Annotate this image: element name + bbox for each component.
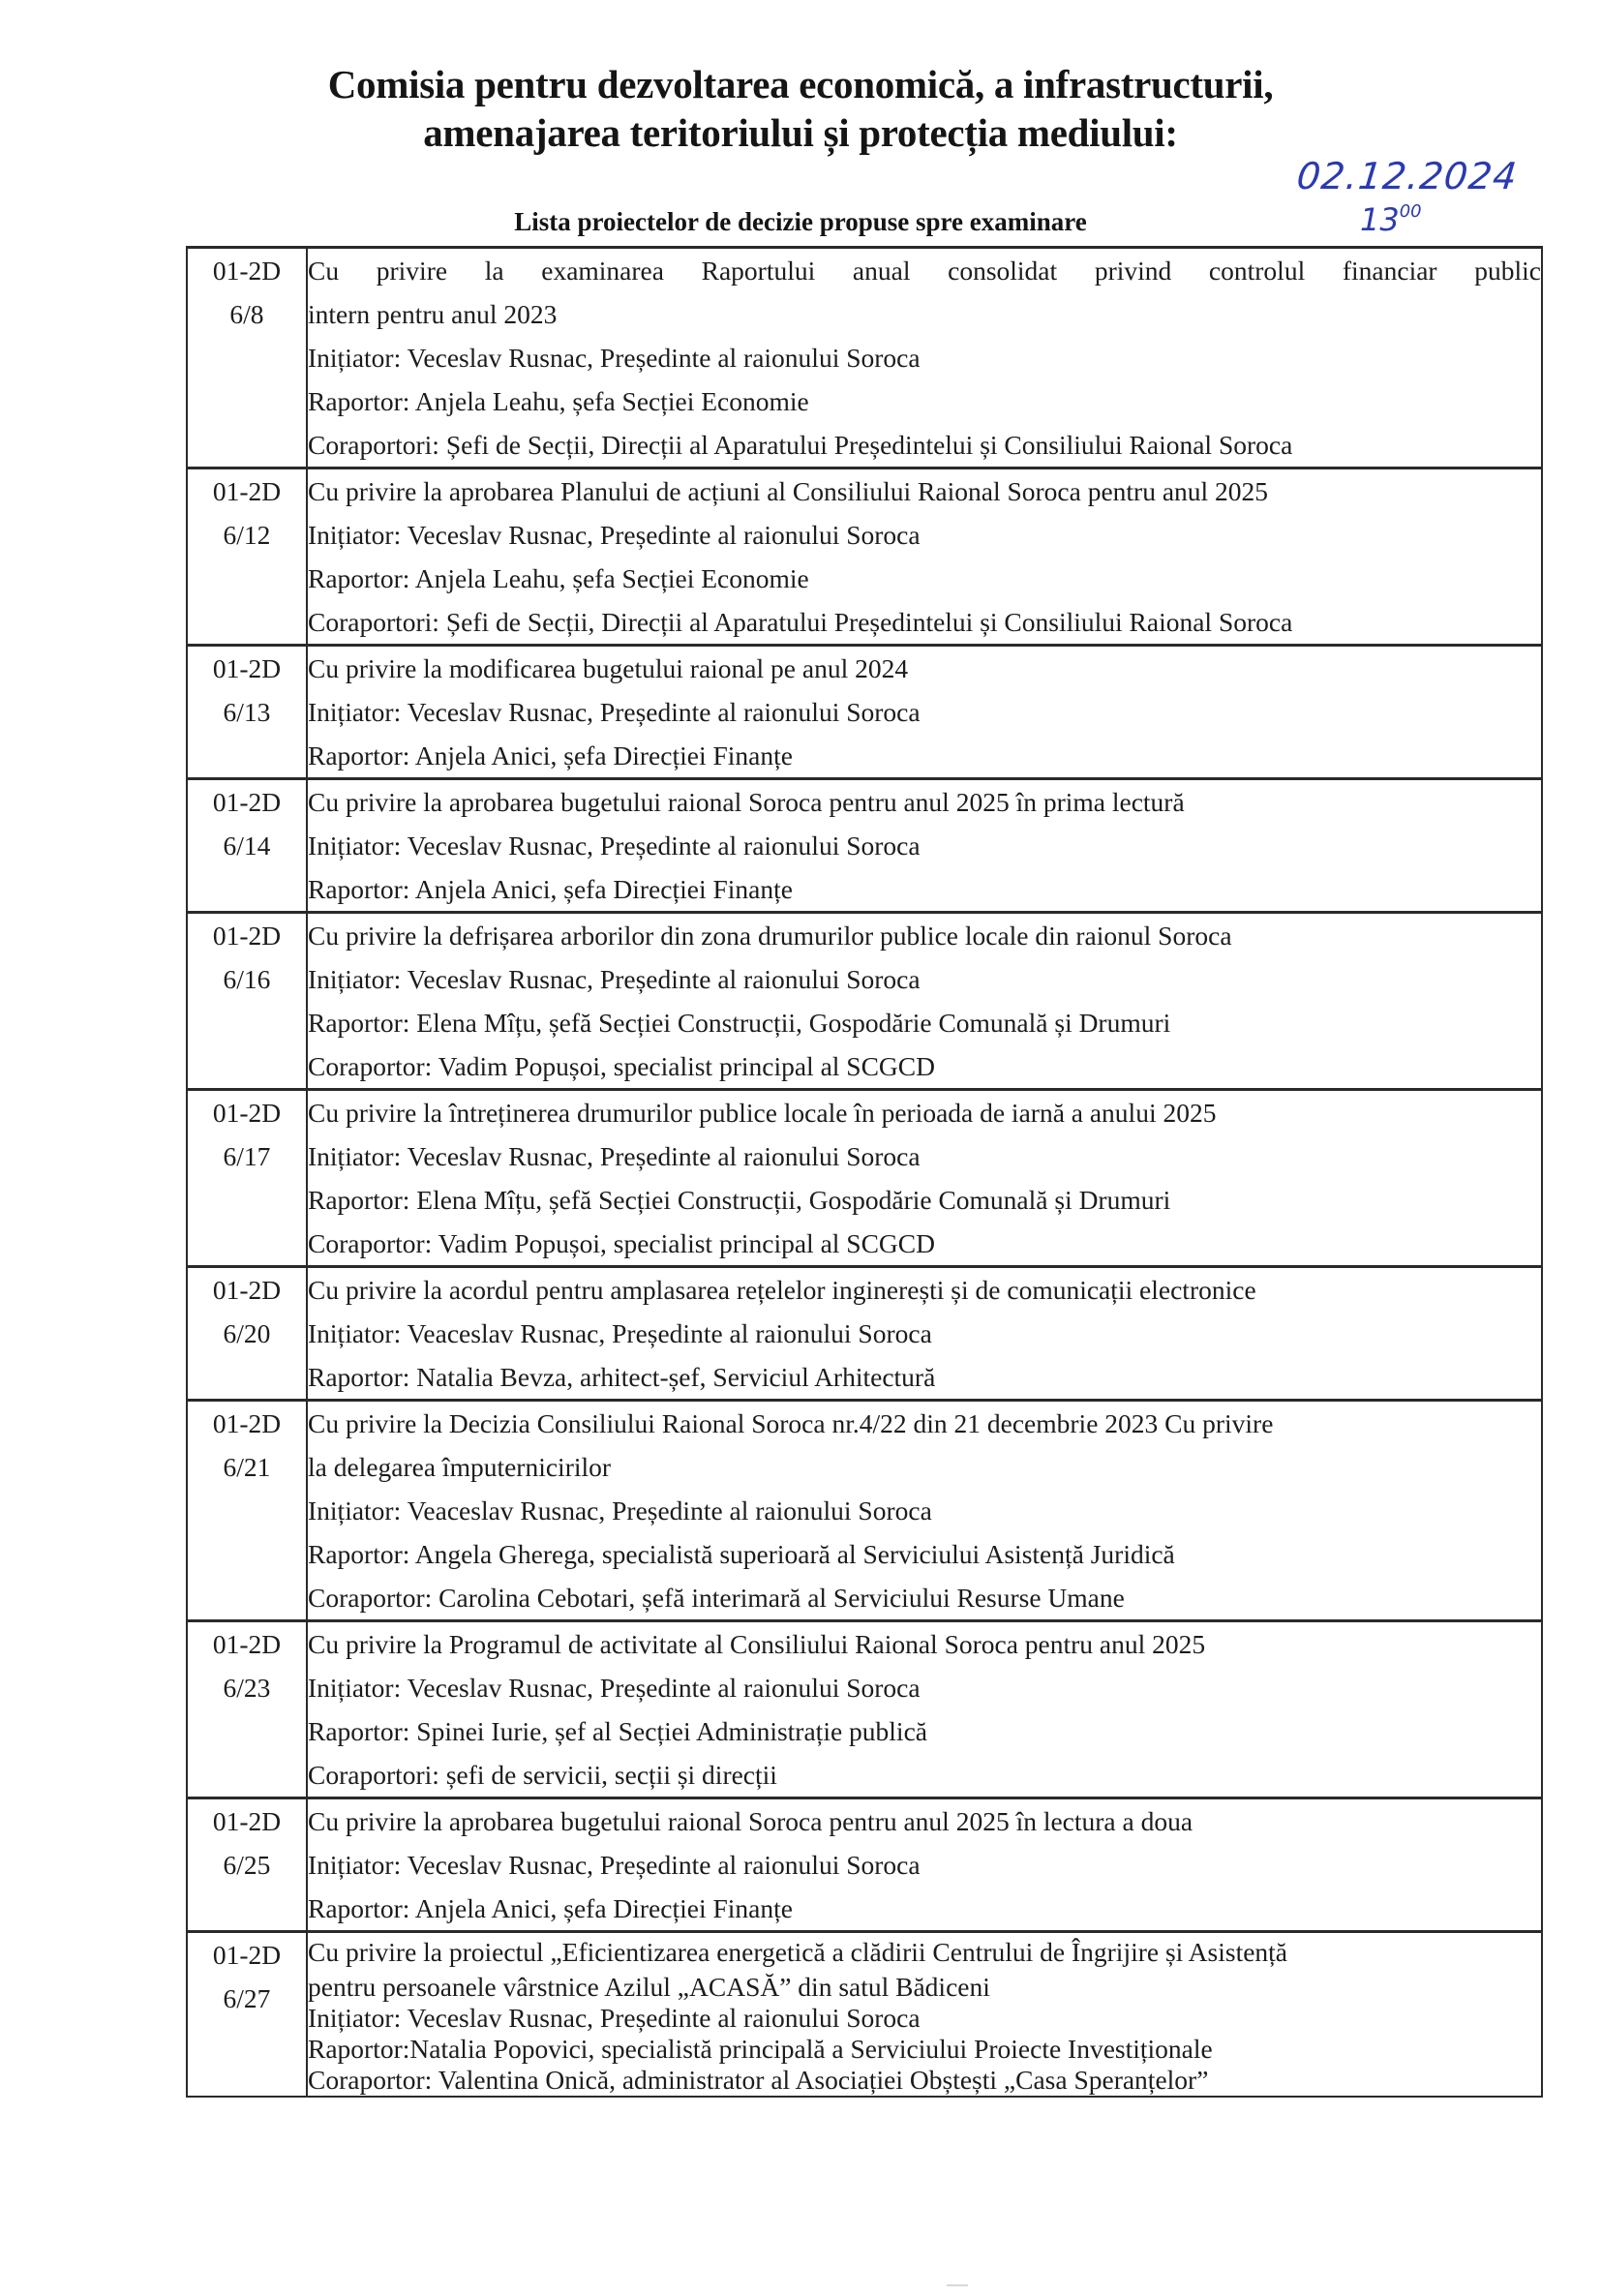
project-reporter: Raportor:Natalia Popovici, specialistă principală a Serviciului Proiecte Investiționale xyxy=(308,2034,1213,2064)
project-subject: Cu privire la defrișarea arborilor din zona drumurilor publice locale din raionul Soroca xyxy=(308,921,1232,951)
project-row xyxy=(187,1932,1542,2098)
project-number: 6/12 xyxy=(223,520,271,550)
project-code-cell xyxy=(187,1090,307,1267)
project-reporter: Raportor: Elena Mîțu, șefă Secției Construcții, Gospodărie Comunală și Drumuri xyxy=(308,1185,1171,1215)
project-code: 01-2D xyxy=(212,1629,282,1659)
project-description-cell xyxy=(307,779,1542,913)
project-code-cell xyxy=(187,646,307,779)
project-reporter: Raportor: Angela Gherega, specialistă superioară al Serviciului Asistență Juridică xyxy=(308,1539,1175,1569)
project-coreporter: Coraportori: Șefi de Secții, Direcții al Aparatului Președintelui și Consiliului Raional Soroca xyxy=(308,607,1293,637)
project-code: 01-2D xyxy=(212,256,282,286)
project-subject: Cu privire la Decizia Consiliului Raional Soroca nr.4/22 din 21 decembrie 2023 Cu privire xyxy=(308,1408,1274,1438)
project-code: 01-2D xyxy=(212,1940,282,1970)
project-subject: Cu privire la modificarea bugetului raional pe anul 2024 xyxy=(308,653,909,683)
project-number: 6/13 xyxy=(223,697,271,727)
project-code-cell xyxy=(187,248,307,468)
projects-table xyxy=(186,246,1543,2098)
project-subject: Cu privire la acordul pentru amplasarea rețelelor inginerești și de comunicații electronice xyxy=(308,1275,1256,1305)
project-code-cell xyxy=(187,1267,307,1401)
project-reporter: Raportor: Natalia Bevza, arhitect-șef, Serviciul Arhitectură xyxy=(308,1362,936,1392)
handwritten-time-hour: 13 xyxy=(1360,201,1400,238)
project-description-cell xyxy=(307,646,1542,779)
project-description-cell xyxy=(307,248,1542,468)
title-line-2: amenajarea teritoriului și protecția mediului: xyxy=(423,110,1178,155)
project-initiator: Inițiator: Veceslav Rusnac, Președinte al raionului Soroca xyxy=(308,697,921,727)
project-description-cell xyxy=(307,1401,1542,1621)
projects-table-body xyxy=(187,248,1542,2098)
project-reporter: Raportor: Spinei Iurie, șef al Secției Administrație publică xyxy=(308,1716,927,1746)
project-row xyxy=(187,1090,1542,1267)
project-initiator: Inițiator: Veceslav Rusnac, Președinte al raionului Soroca xyxy=(308,1673,921,1703)
project-row xyxy=(187,779,1542,913)
project-row xyxy=(187,1621,1542,1798)
project-code: 01-2D xyxy=(212,1806,282,1836)
title-line-1: Comisia pentru dezvoltarea economică, a infrastructurii, xyxy=(327,62,1274,106)
project-subject: Cu privire la Programul de activitate al Consiliului Raional Soroca pentru anul 2025 xyxy=(308,1629,1206,1659)
project-code-cell xyxy=(187,1932,307,2098)
list-subtitle: Lista proiectelor de decizie propuse spre examinare xyxy=(514,207,1087,236)
project-reporter: Raportor: Anjela Leahu, șefa Secției Economie xyxy=(308,563,809,593)
project-subject-cont: pentru persoanele vârstnice Azilul „ACASĂ” din satul Bădiceni xyxy=(308,1972,990,2002)
project-row xyxy=(187,1267,1542,1401)
project-subject: Cu privire la examinarea Raportului anual consolidat privind controlul financiar public xyxy=(308,256,1541,286)
project-row xyxy=(187,1798,1542,1932)
project-subject: Cu privire la aprobarea bugetului raional Soroca pentru anul 2025 în prima lectură xyxy=(308,787,1185,817)
project-subject-cont: intern pentru anul 2023 xyxy=(308,299,558,329)
project-code: 01-2D xyxy=(212,653,282,683)
project-initiator: Inițiator: Veceslav Rusnac, Președinte al raionului Soroca xyxy=(308,964,921,994)
project-subject: Cu privire la aprobarea bugetului raional Soroca pentru anul 2025 în lectura a doua xyxy=(308,1806,1193,1836)
project-code: 01-2D xyxy=(212,1098,282,1128)
project-code-cell xyxy=(187,779,307,913)
handwritten-date: 02.12.2024 xyxy=(1294,155,1520,197)
project-coreporter: Coraportor: Vadim Popușoi, specialist principal al SCGCD xyxy=(308,1228,935,1258)
project-number: 6/25 xyxy=(223,1850,271,1880)
project-coreporter: Coraportori: șefi de servicii, secții și direcții xyxy=(308,1760,777,1790)
project-reporter: Raportor: Anjela Anici, șefa Direcției Finanțe xyxy=(308,874,793,904)
project-description-cell xyxy=(307,1267,1542,1401)
project-number: 6/27 xyxy=(223,1983,271,2013)
project-code: 01-2D xyxy=(212,787,282,817)
project-code-cell xyxy=(187,468,307,646)
handwritten-time-minutes: 00 xyxy=(1399,201,1422,222)
project-number: 6/21 xyxy=(223,1452,271,1482)
project-initiator: Inițiator: Veceslav Rusnac, Președinte al raionului Soroca xyxy=(308,831,921,861)
project-initiator: Inițiator: Veaceslav Rusnac, Președinte al raionului Soroca xyxy=(308,1495,932,1526)
project-row xyxy=(187,248,1542,468)
project-code-cell xyxy=(187,1621,307,1798)
project-initiator: Inițiator: Veceslav Rusnac, Președinte al raionului Soroca xyxy=(308,1850,921,1880)
project-code-cell xyxy=(187,1798,307,1932)
project-reporter: Raportor: Anjela Anici, șefa Direcției Finanțe xyxy=(308,1893,793,1923)
project-subject: Cu privire la proiectul „Eficientizarea energetică a clădirii Centrului de Îngrijire și Asistență xyxy=(308,1937,1288,1967)
document-title xyxy=(0,60,1601,157)
project-coreporter: Coraportor: Vadim Popușoi, specialist principal al SCGCD xyxy=(308,1051,935,1081)
project-initiator: Inițiator: Veaceslav Rusnac, Președinte al raionului Soroca xyxy=(308,1318,932,1348)
project-subject-cont: la delegarea împuternicirilor xyxy=(308,1452,612,1482)
project-coreporter: Coraportor: Valentina Onică, administrator al Asociației Obștești „Casa Speranțelor” xyxy=(308,2065,1209,2095)
project-reporter: Raportor: Anjela Leahu, șefa Secției Economie xyxy=(308,386,809,416)
project-number: 6/17 xyxy=(223,1141,271,1171)
project-code: 01-2D xyxy=(212,921,282,951)
project-coreporter: Coraportor: Carolina Cebotari, șefă interimară al Serviciului Resurse Umane xyxy=(308,1583,1125,1613)
project-code-cell xyxy=(187,1401,307,1621)
project-row xyxy=(187,913,1542,1090)
project-row xyxy=(187,468,1542,646)
project-description-cell xyxy=(307,1090,1542,1267)
project-initiator: Inițiator: Veceslav Rusnac, Președinte al raionului Soroca xyxy=(308,2003,921,2033)
project-initiator: Inițiator: Veceslav Rusnac, Președinte al raionului Soroca xyxy=(308,1141,921,1171)
project-number: 6/20 xyxy=(223,1318,271,1348)
project-description-cell xyxy=(307,468,1542,646)
project-row xyxy=(187,1401,1542,1621)
project-code-cell xyxy=(187,913,307,1090)
project-subject: Cu privire la întreținerea drumurilor publice locale în perioada de iarnă a anului 2025 xyxy=(308,1098,1217,1128)
project-initiator: Inițiator: Veceslav Rusnac, Președinte al raionului Soroca xyxy=(308,520,921,550)
project-code: 01-2D xyxy=(212,1275,282,1305)
project-reporter: Raportor: Elena Mîțu, șefă Secției Construcții, Gospodărie Comunală și Drumuri xyxy=(308,1008,1171,1038)
project-coreporter: Coraportori: Șefi de Secții, Direcții al Aparatului Președintelui și Consiliului Raional Soroca xyxy=(308,430,1293,460)
project-number: 6/8 xyxy=(229,299,264,329)
project-reporter: Raportor: Anjela Anici, șefa Direcției Finanțe xyxy=(308,740,793,770)
project-number: 6/14 xyxy=(223,831,271,861)
project-initiator: Inițiator: Veceslav Rusnac, Președinte al raionului Soroca xyxy=(308,343,921,373)
scan-artifact xyxy=(947,2284,968,2286)
project-code: 01-2D xyxy=(212,1408,282,1438)
project-subject: Cu privire la aprobarea Planului de acțiuni al Consiliului Raional Soroca pentru anul 2025 xyxy=(308,476,1269,506)
project-description-cell xyxy=(307,913,1542,1090)
project-description-cell xyxy=(307,1932,1542,2098)
project-description-cell xyxy=(307,1798,1542,1932)
project-row xyxy=(187,646,1542,779)
project-number: 6/23 xyxy=(223,1673,271,1703)
project-code: 01-2D xyxy=(212,476,282,506)
project-description-cell xyxy=(307,1621,1542,1798)
project-number: 6/16 xyxy=(223,964,271,994)
